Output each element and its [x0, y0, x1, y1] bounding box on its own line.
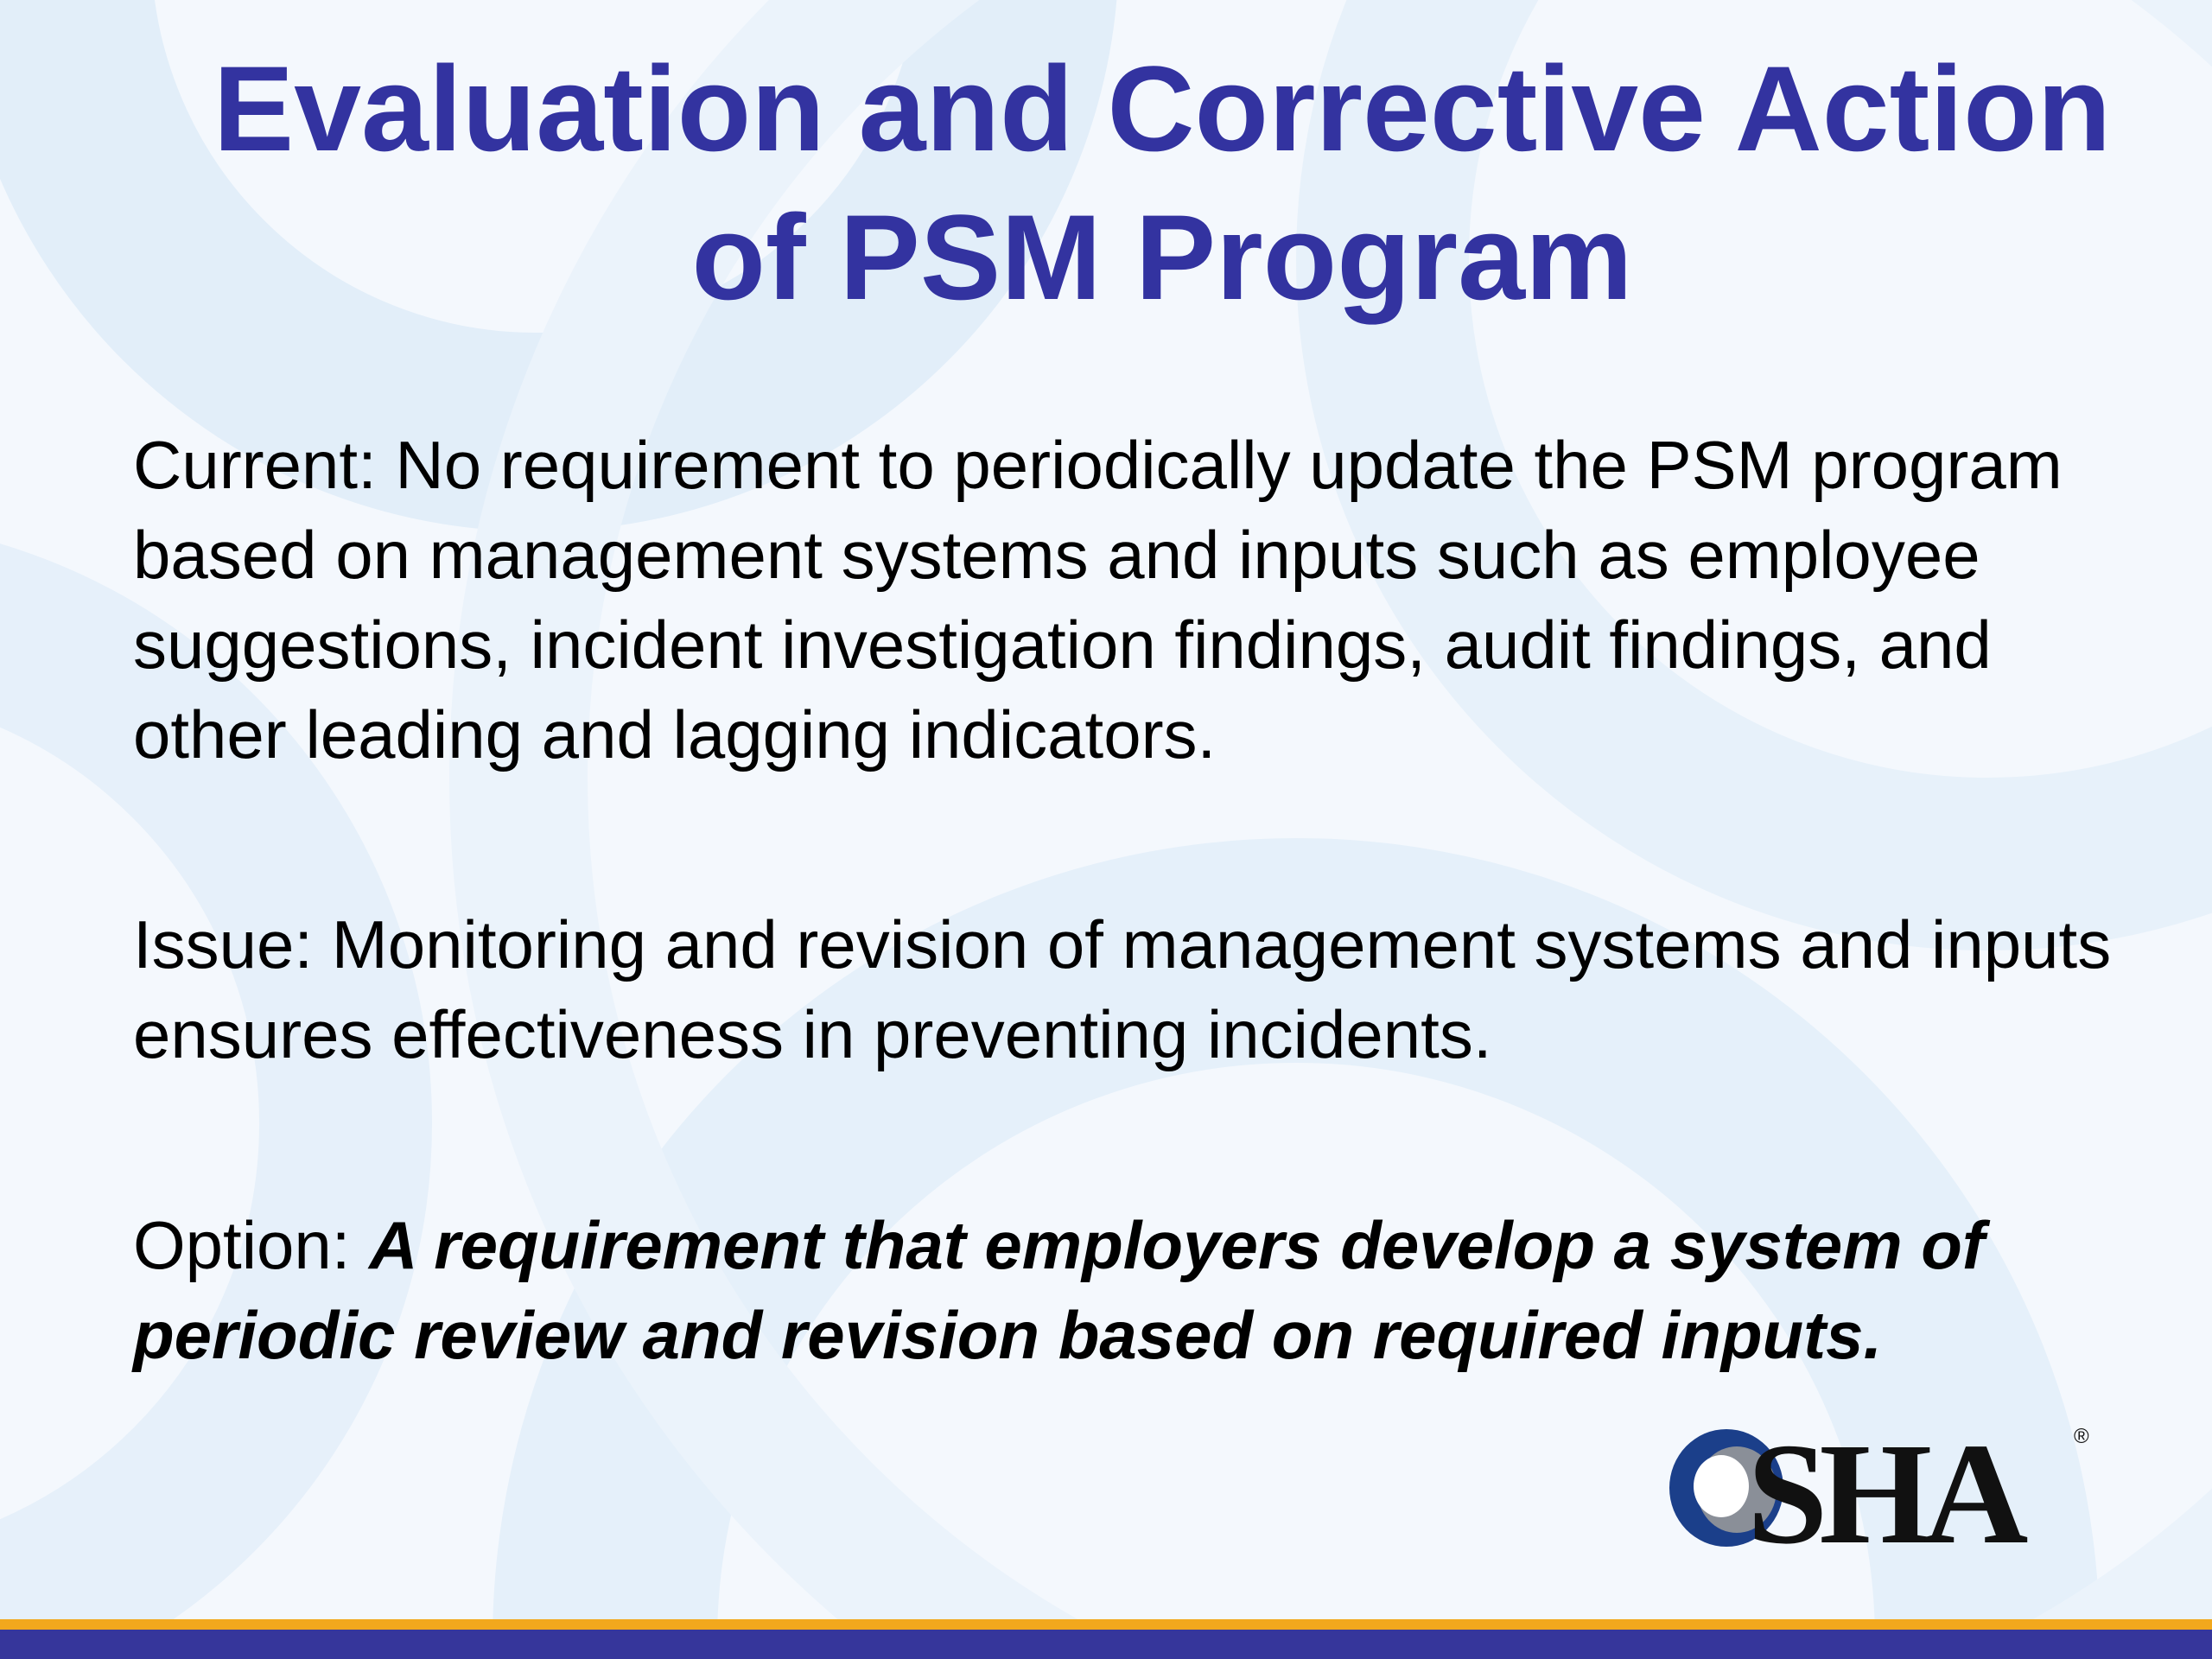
option-paragraph: [133, 1200, 2207, 1380]
slide-title: [112, 35, 2212, 332]
registered-mark: ®: [2074, 1425, 2089, 1448]
footer-gold-stripe: [0, 1619, 2212, 1630]
osha-wordmark: SHA: [1747, 1417, 2020, 1555]
option-text: A requirement that employers develop a system of periodic review and revision based on required inputs.: [133, 1207, 1985, 1373]
footer-blue-bar: [0, 1630, 2212, 1659]
current-paragraph: Current: No requirement to periodically update the PSM program based on management systems and inputs such as employee suggestions, incident investigation findings, audit findings, and other leading and lagging indicators.: [133, 427, 2063, 772]
issue-paragraph: Issue: Monitoring and revision of management systems and inputs ensures effectiveness in preventing incidents.: [133, 906, 2112, 1072]
title-line-1: Evaluation and Corrective Action: [213, 41, 2112, 176]
title-line-2: of PSM Program: [691, 189, 1633, 325]
osha-logo: [1668, 1417, 2100, 1555]
option-label: Option:: [133, 1207, 370, 1283]
